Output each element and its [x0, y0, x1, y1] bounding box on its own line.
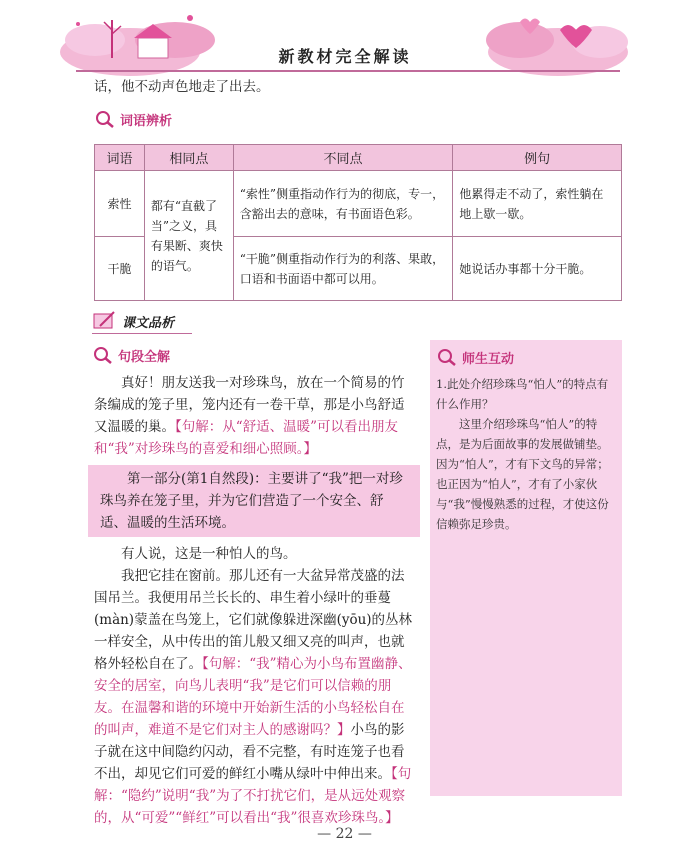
- magnifier-icon: [94, 109, 116, 129]
- lesson-underline: [92, 333, 192, 334]
- magnifier-icon: [92, 345, 114, 365]
- part-summary-box: 第一部分(第1自然段)：主要讲了“我”把一对珍珠鸟养在笼子里，并为它们营造了一个安全、舒适、温暖的生活环境。: [88, 465, 420, 537]
- paragraph-section-title: 句段全解: [118, 349, 171, 365]
- header-title: 新教材完全解读: [278, 47, 412, 66]
- example-cell: 他累得走不动了，索性躺在地上歇一歇。: [453, 171, 622, 237]
- lesson-section-header: [92, 310, 174, 332]
- header-cell-example: 例句: [453, 145, 622, 171]
- sentence-note: 【句解：从“舒适、温暖”可以看出朋友和“我”对珍珠鸟的喜爱和细心照顾。】: [94, 419, 399, 457]
- lesson-section-title: 课文品析: [122, 315, 175, 331]
- common-cell: 都有“直截了当”之义，具有果断、爽快的语气。: [144, 171, 233, 301]
- word-cell: 索性: [95, 171, 145, 237]
- interaction-answer: 这里介绍珍珠鸟“怕人”的特点，是为后面故事的发展做铺垫。因为“怕人”，才有下文鸟的异常；也正因为“怕人”，才有了小家伙与“我”慢慢熟悉的过程，才使这份信赖弥足珍贵。: [436, 417, 609, 531]
- paragraph-2: 有人说，这是一种怕人的鸟。: [121, 546, 297, 562]
- sentence-note: 【句解：“我”精心为小鸟布置幽静、安全的居室，向鸟儿表明“我”是它们可以信赖的朋友。在温馨和谐的环境中开始新生活的小鸟轻松自在的叫声，难道不是它们对主人的感谢吗？】: [94, 656, 412, 738]
- header-divider: [76, 70, 620, 72]
- page-number: — 22 —: [317, 826, 372, 842]
- continued-text: 话，他不动声色地走了出去。: [94, 79, 270, 95]
- paragraph-3-text: 我把它挂在窗前。那儿还有一大盆异常茂盛的法国吊兰。我便用吊兰长长的、串生着小绿叶的垂蔓(màn)蒙盖在鸟笼上，它们就像躲进深幽(yōu)的丛林一样安全，从中传出的笛儿般又细又亮的叫声，也就格外轻松自在了。: [94, 568, 413, 672]
- example-cell: 她说话办事都十分干脆。: [453, 237, 622, 301]
- magnifier-icon: [436, 347, 458, 367]
- paragraph-3: [94, 565, 414, 829]
- table-header-row: [95, 145, 622, 171]
- paragraph-3-continued: 小鸟的影子就在这中间隐约闪动，看不完整，有时连笼子也看不出，却见它们可爱的鲜红小嘴从绿叶中伸出来。: [94, 722, 405, 782]
- left-column: [94, 372, 414, 829]
- header-cell-word: 词语: [95, 145, 145, 171]
- paragraph-1-text: 真好！朋友送我一对珍珠鸟，放在一个简易的竹条编成的笼子里，笼内还有一卷干草，那是小鸟舒适又温暖的巢。: [94, 375, 405, 435]
- paragraph-1: [94, 372, 414, 460]
- vocab-section-title: 词语辨析: [120, 113, 173, 129]
- sentence-note: 【句解：“隐约”说明“我”为了不打扰它们，是从远处观察的，从“可爱”“鲜红”可以看出“我”很喜欢珍珠鸟。】: [94, 766, 412, 826]
- vocab-section-header: [94, 108, 172, 130]
- vocab-table: [94, 144, 622, 301]
- pencil-note-icon: [92, 310, 118, 332]
- interaction-section-title: 师生互动: [462, 351, 515, 367]
- diff-cell: “索性”侧重指动作行为的彻底，专一，含豁出去的意味，有书面语色彩。: [233, 171, 453, 237]
- header-cell-diff: 不同点: [233, 145, 453, 171]
- diff-cell: “干脆”侧重指动作行为的利落、果敢，口语和书面语中都可以用。: [233, 237, 453, 301]
- interaction-panel: [430, 340, 622, 796]
- interaction-section-header: [436, 346, 514, 368]
- header-cell-common: 相同点: [144, 145, 233, 171]
- word-cell: 干脆: [95, 237, 145, 301]
- interaction-question: 1.此处介绍珍珠鸟“怕人”的特点有什么作用？: [436, 377, 609, 411]
- paragraph-section-header: [92, 344, 170, 366]
- interaction-content: [436, 374, 616, 534]
- table-row: [95, 171, 622, 237]
